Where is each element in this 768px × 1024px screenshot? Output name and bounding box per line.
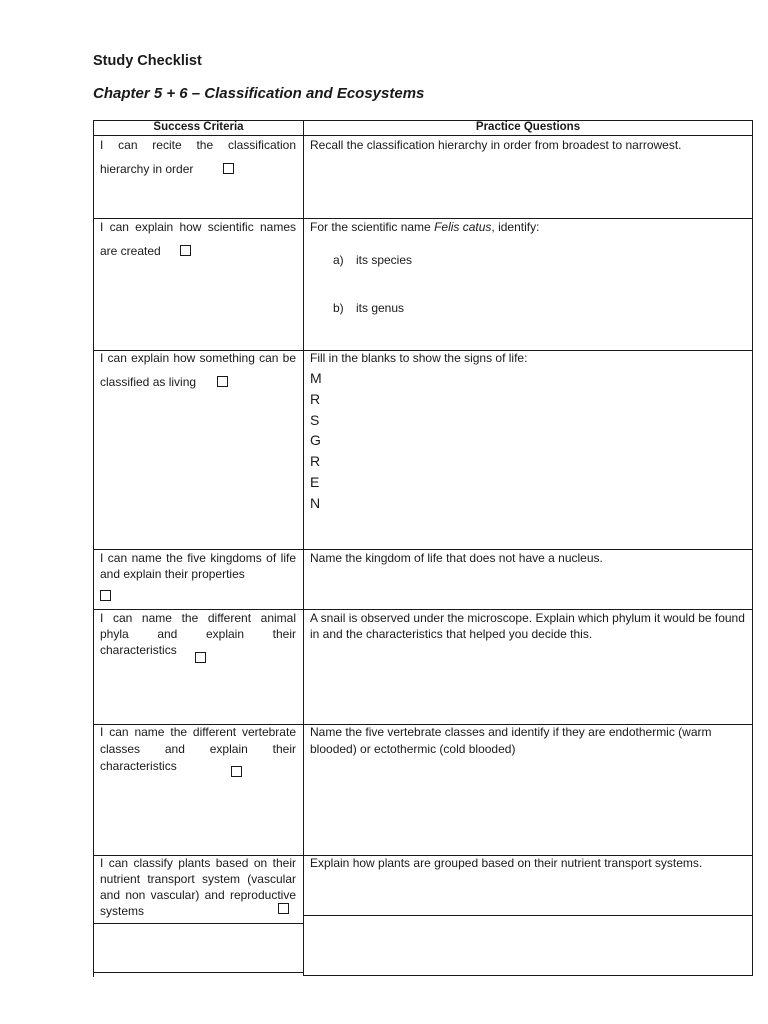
criteria-text: I can name the five kingdoms of life and explain their properties	[100, 551, 296, 581]
document-subtitle: Chapter 5 + 6 – Classification and Ecosystems	[93, 85, 425, 102]
checkbox[interactable]	[278, 903, 289, 914]
criteria-checkbox-line	[100, 650, 206, 666]
letter-blank: N	[310, 494, 321, 511]
criteria-cell	[100, 610, 296, 657]
criteria-text: I can name the different vertebrate classes and explain their characteristics	[100, 725, 296, 773]
criteria-cell	[100, 855, 296, 919]
header-success-criteria: Success Criteria	[153, 121, 244, 133]
table-rule	[303, 975, 753, 976]
table-rule	[93, 923, 303, 924]
criteria-text: I can recite the classification hierarchy in order	[100, 138, 296, 176]
scientific-name: Felis catus	[434, 220, 492, 234]
letter-blank: E	[310, 473, 320, 490]
document-title: Study Checklist	[93, 53, 202, 69]
criteria-cell	[100, 724, 296, 773]
question-cell	[310, 219, 748, 235]
table-rule	[303, 120, 304, 976]
option-text: its species	[356, 253, 413, 267]
table-rule	[93, 972, 303, 973]
option-text: its genus	[356, 301, 405, 315]
option-label: a)	[333, 253, 344, 267]
checkbox[interactable]	[180, 245, 191, 256]
letter-blank: S	[310, 411, 320, 428]
criteria-cell	[100, 133, 296, 181]
letter-blank: G	[310, 432, 321, 449]
option-item	[333, 253, 412, 267]
option-item	[333, 301, 404, 315]
checkbox[interactable]	[195, 652, 206, 663]
signs-of-life-letters	[310, 368, 322, 514]
question-text: Recall the classification hierarchy in order from broadest to narrowest.	[310, 138, 682, 152]
header-practice-questions: Practice Questions	[475, 121, 581, 133]
checkbox[interactable]	[223, 163, 234, 174]
checkbox[interactable]	[100, 590, 111, 601]
question-text: For the scientific name	[310, 220, 435, 234]
table-rule	[303, 915, 753, 916]
checkbox[interactable]	[231, 766, 242, 777]
criteria-checkbox-line	[100, 764, 242, 780]
question-text: Fill in the blanks to show the signs of life:	[310, 351, 528, 365]
question-text: , identify:	[491, 220, 540, 234]
criteria-text: I can explain how something can be classified as living	[100, 351, 296, 389]
question-text: A snail is observed under the microscope. Explain which phylum it would be found in and the characteristics that helped you decide this.	[310, 611, 745, 641]
question-text: Name the kingdom of life that does not have a nucleus.	[310, 551, 603, 565]
table-rule	[752, 120, 753, 976]
criteria-text: I can explain how scientific names are created	[100, 220, 296, 258]
letter-blank: R	[310, 390, 321, 407]
question-text: Name the five vertebrate classes and identify if they are endothermic (warm blooded) or ectothermic (cold blooded)	[310, 725, 712, 756]
criteria-cell	[100, 215, 296, 263]
table-rule	[93, 120, 94, 977]
option-label: b)	[333, 301, 344, 315]
criteria-cell	[100, 550, 296, 604]
criteria-text: I can classify plants based on their nutrient transport system (vascular and non vascular) and reproductive systems	[100, 856, 296, 918]
checkbox[interactable]	[217, 376, 228, 387]
letter-blank: R	[310, 453, 321, 470]
criteria-cell	[100, 346, 296, 394]
criteria-text: I can name the different animal phyla and explain their characteristics	[100, 611, 296, 657]
question-text: Explain how plants are grouped based on their nutrient transport systems.	[310, 856, 703, 870]
letter-blank: M	[310, 370, 322, 386]
